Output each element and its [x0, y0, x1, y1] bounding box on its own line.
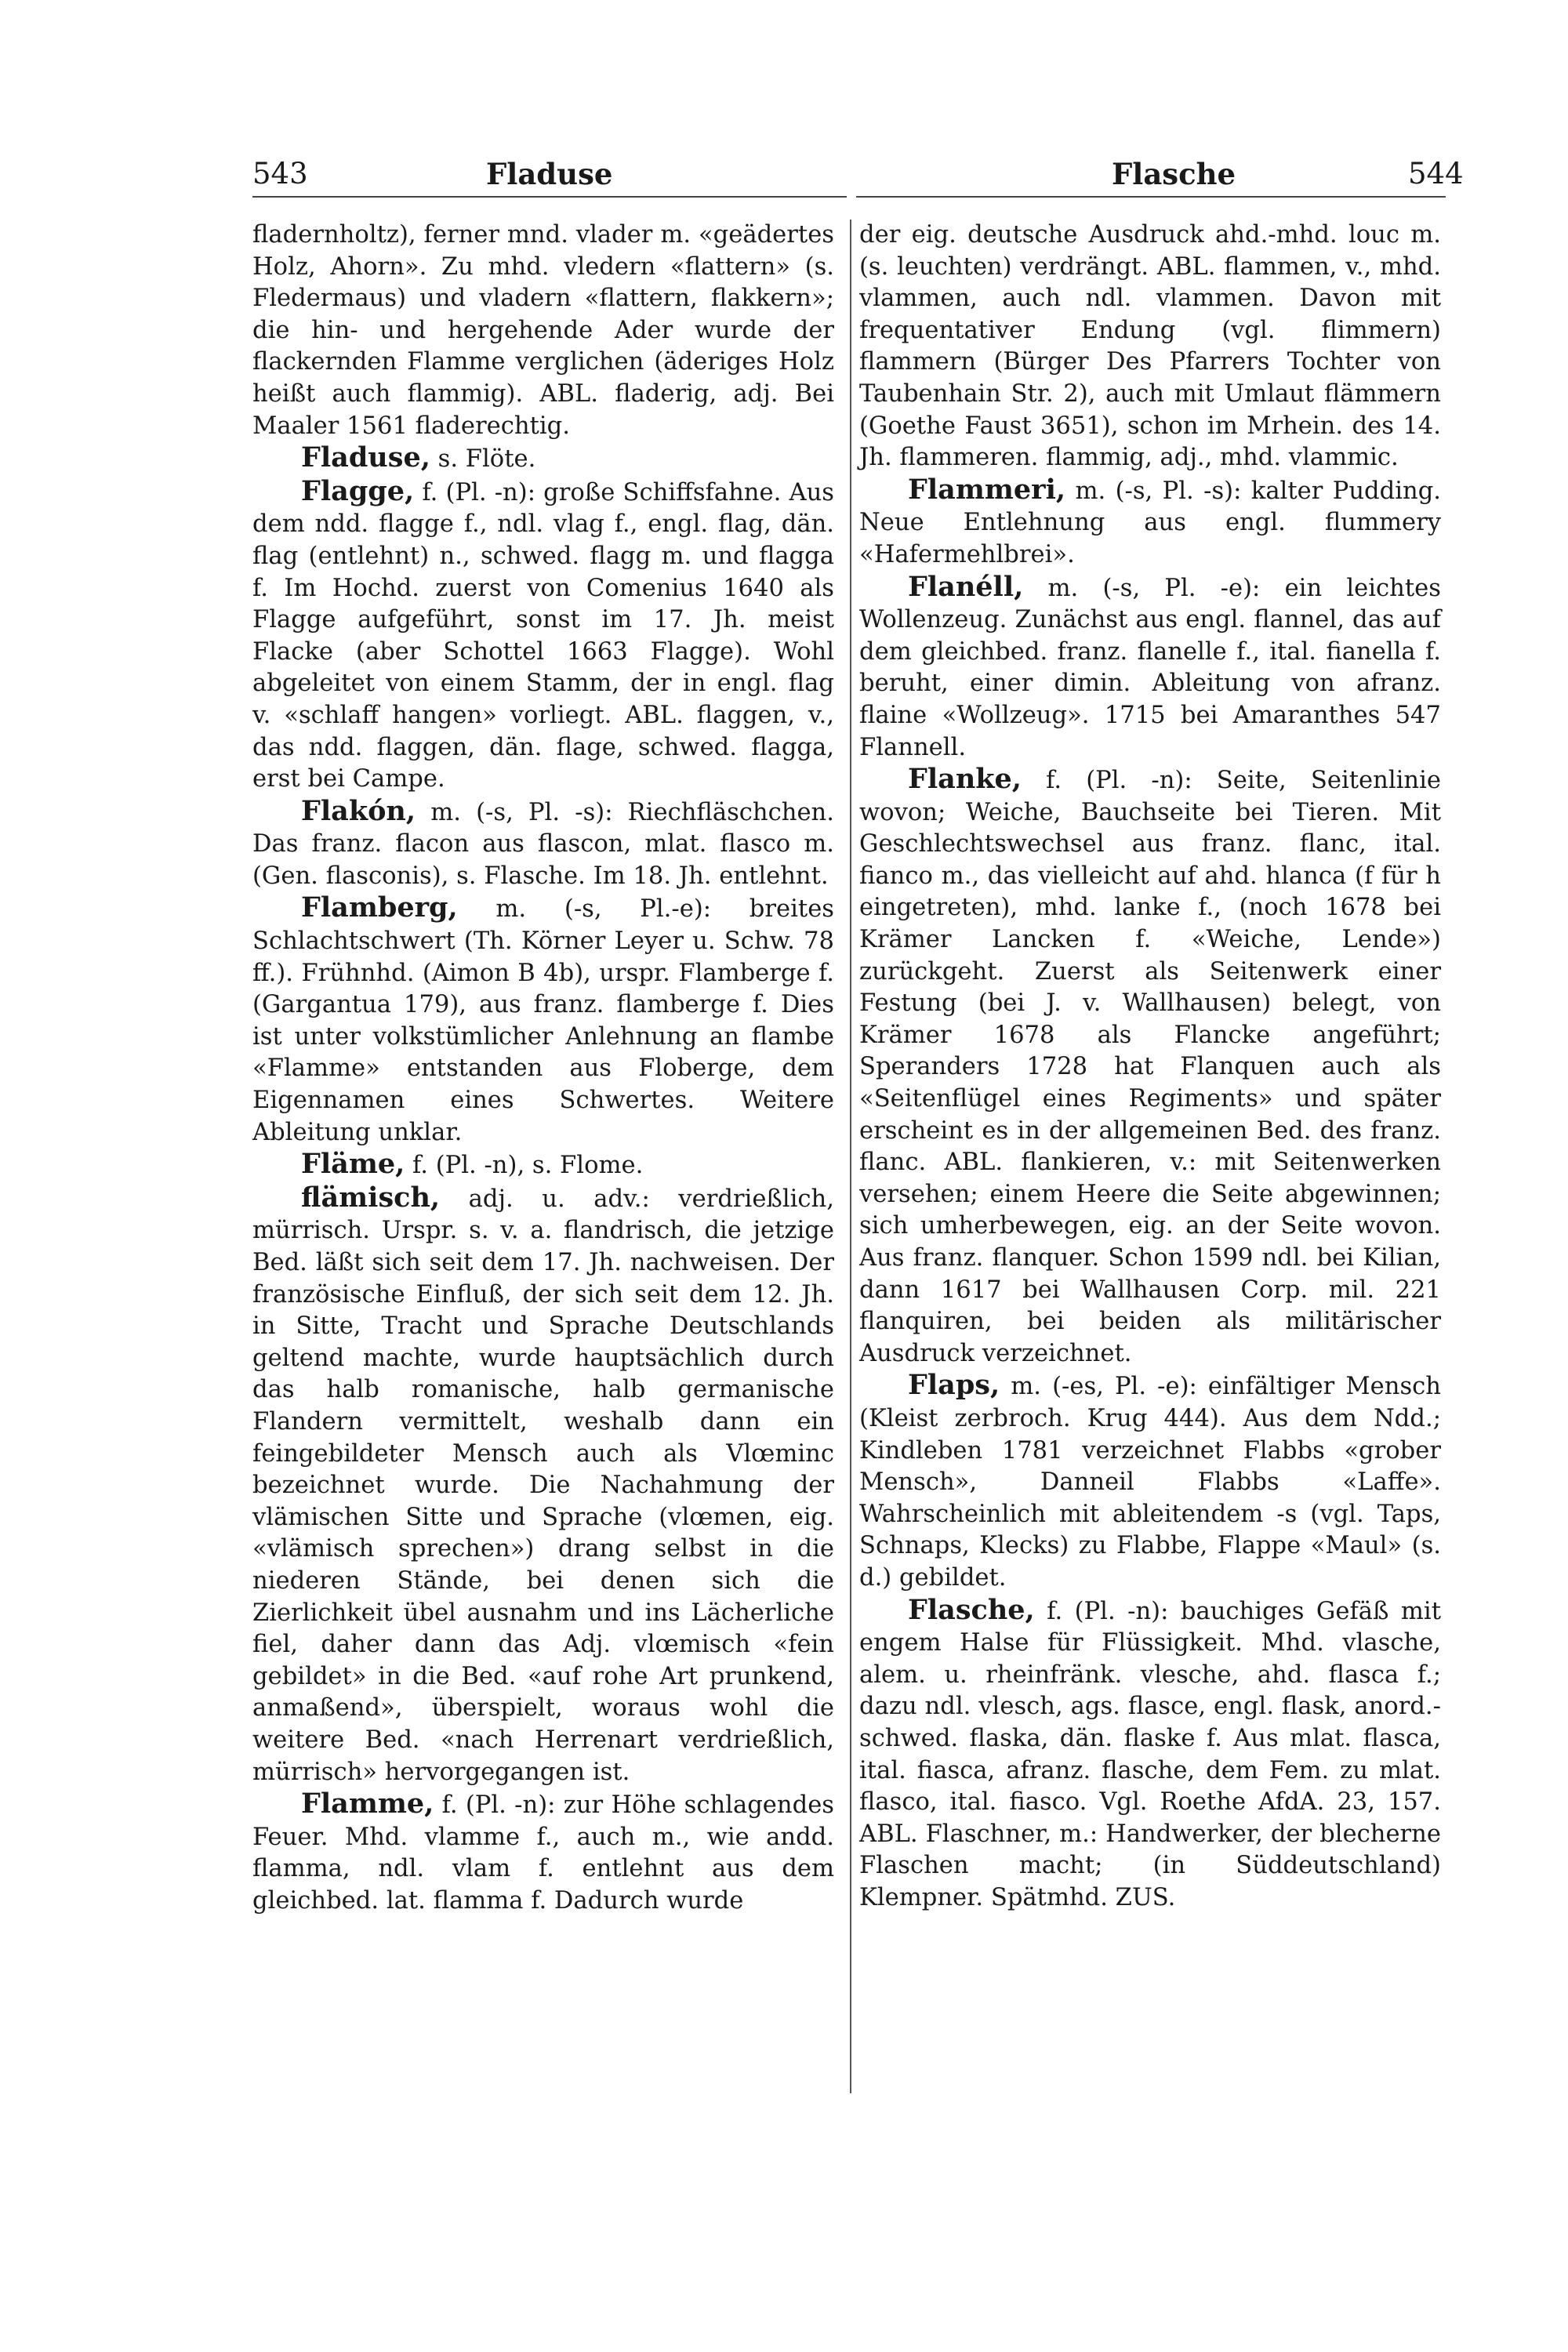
entry-headword: Flaps, [908, 1369, 1000, 1402]
entry-headword: Flasche, [908, 1593, 1035, 1626]
page-number-left: 543 [252, 157, 308, 191]
entry-text: der eig. deutsche Ausdruck ahd.-mhd. louc m. (s. leuchten) verdrängt. ABL. flammen, v., mhd. vlammen, auch ndl. vlammen. Davon mit frequentativer Endung (vgl. flimmern) flammern (Bürger Des Pfarrers Tochter von Taubenhain Str. 2), auch mit Umlaut flämmern (Goethe Faust 3651), schon im Mrhein. des 14. Jh. flammeren. flammig, adj., mhd. vlammic. [859, 221, 1441, 472]
entry-headword: Flammeri, [908, 473, 1066, 506]
dictionary-entry [252, 892, 834, 1149]
guide-word-left: Fladuse [486, 157, 613, 191]
entry-text: f. (Pl. -n): zur Höhe schlagendes Feuer. Mhd. vlamme f., auch m., wie andd. flamma, ndl. vlam f. entlehnt aus dem gleichbed. lat. flamma f. Dadurch wurde [252, 1791, 834, 1915]
dictionary-entry [859, 1595, 1441, 1915]
entry-text: f. (Pl. -n): große Schiffsfahne. Aus dem ndd. flagge f., ndl. vlag f., engl. flag, dän. flag (entlehnt) n., schwed. flagg m. und flagga f. Im Hochd. zuerst von Comenius 1640 als Flagge aufgeführt, sonst im 17. Jh. meist Flacke (aber Schottel 1663 Flagge). Wohl abgeleitet von einem Stamm, der in engl. flag v. «schlaff hangen» vorliegt. ABL. flaggen, v., das ndd. flaggen, dän. flage, schwed. flagga, erst bei Campe. [252, 478, 834, 793]
dictionary-entry [859, 572, 1441, 764]
entry-headword: flämisch, [301, 1181, 441, 1214]
entry-text: m. (-s, Pl. -s): Riechfläschchen. Das franz. flacon aus flascon, mlat. flasco m. (Gen. flasconis), s. Flasche. Im 18. Jh. entlehnt. [252, 798, 834, 890]
entry-text: adj. u. adv.: verdrießlich, mürrisch. Urspr. s. v. a. flandrisch, die jetzige Bed. läßt sich seit dem 17. Jh. nachweisen. Der französische Einfluß, der sich seit dem 12. Jh. in Sitte, Tracht und Sprache Deutschlands geltend machte, wurde hauptsächlich durch das halb romanische, halb germanische Flandern vermittelt, weshalb dann ein feingebildeter Mensch auch als Vlœminc bezeichnet wurde. Die Nachahmung der vlämischen Sitte und Sprache (vlœmen, eig. «vlämisch sprechen») drang selbst in die niederen Stände, bei denen sich die Zierlichkeit übel ausnahm und ins Lächerliche fiel, daher dann das Adj. vlœmisch «fein gebildet» in die Bed. «auf rohe Art prunkend, anmaßend», überspielt, woraus wohl die weitere Bed. «nach Herrenart verdrießlich, mürrisch» hervorgegangen ist. [252, 1185, 834, 1786]
entry-text: f. (Pl. -n), s. Flome. [405, 1152, 644, 1180]
entry-text: f. (Pl. -n): bauchiges Gefäß mit engem Halse für Flüssigkeit. Mhd. vlasche, alem. u. rheinfränk. vlesche, ahd. flasca f.; dazu ndl. vlesch, ags. flasce, engl. flask, anord.-schwed. flaska, dän. flaske f. Aus mlat. flasca, ital. fiasca, afranz. flasche, dem Fem. zu mlat. flasco, ital. fiasco. Vgl. Roethe AfdA. 23, 157. ABL. Flaschner, m.: Handwerker, der blecherne Flaschen macht; (in Süddeutschland) Klempner. Spätmhd. ZUS. [859, 1597, 1441, 1911]
entry-text: m. (-s, Pl.-e): breites Schlachtschwert (Th. Körner Leyer u. Schw. 78 ff.). Frühnhd. (Aimon B 4b), urspr. Flamberge f. (Gargantua 179), aus franz. flamberge f. Dies ist unter volkstümlicher Anlehnung an flambe «Flamme» entstanden aus Floberge, dem Eigennamen eines Schwertes. Weitere Ableitung unklar. [252, 895, 834, 1146]
entry-text: m. (-s, Pl. -s): kalter Pudding. Neue Entlehnung aus engl. flummery «Hafermehlbrei». [859, 477, 1441, 568]
entry-headword: Flamberg, [301, 891, 458, 924]
dictionary-entry [859, 474, 1441, 572]
dictionary-entry [252, 796, 834, 893]
entry-headword: Fläme, [301, 1148, 405, 1181]
dictionary-entry [252, 476, 834, 796]
dictionary-entry [252, 218, 834, 442]
entry-headword: Fladuse, [301, 441, 430, 474]
entry-text: s. Flöte. [430, 445, 536, 474]
guide-word-right: Flasche [1112, 157, 1236, 191]
header-rule-left [252, 196, 847, 198]
left-column [252, 218, 834, 1917]
entry-headword: Flanéll, [908, 570, 1024, 603]
dictionary-entry [252, 1182, 834, 1788]
dictionary-entry [859, 1370, 1441, 1594]
entry-text: m. (-s, Pl. -e): ein leichtes Wollenzeug. Zunächst aus engl. flannel, das auf dem gleichbed. franz. flanelle f., ital. fianella f. beruht, einer dimin. Ableitung von afranz. flaine «Wollzeug». 1715 bei Amaranthes 547 Flannell. [859, 574, 1441, 761]
entry-text: f. (Pl. -n): Seite, Seitenlinie wovon; Weiche, Bauchseite bei Tieren. Mit Geschlechtswechsel aus franz. flanc, ital. fianco m., das vielleicht auf ahd. hlanca (f für h eingetreten), mhd. lanke f., (noch 1678 bei Krämer Lancken f. «Weiche, Lende») zurückgeht. Zuerst als Seitenwerk einer Festung (bei J. v. Wallhausen) belegt, von Krämer 1678 als Flancke angeführt; Speranders 1728 hat Flanquen auch als «Seitenflügel eines Regiments» und später erscheint es in der allgemeinen Bed. des franz. flanc. ABL. flankieren, v.: mit Seitenwerken versehen; einem Heere die Seite abgewinnen; sich umherbewegen, eig. an der Seite wovon. Aus franz. flanquer. Schon 1599 ndl. bei Kilian, dann 1617 bei Wallhausen Corp. mil. 221 flanquiren, bei beiden als militärischer Ausdruck verzeichnet. [859, 767, 1441, 1367]
right-column [859, 218, 1441, 1914]
dictionary-entry [252, 442, 834, 476]
entry-headword: Flamme, [301, 1788, 434, 1820]
dictionary-entry [859, 764, 1441, 1370]
page-number-right: 544 [1408, 157, 1464, 191]
dictionary-entry [252, 1788, 834, 1917]
header-rule-right [856, 196, 1446, 198]
entry-headword: Flakón, [301, 794, 416, 827]
entry-text: fladernholtz), ferner mnd. vlader m. «geädertes Holz, Ahorn». Zu mhd. vledern «flattern» (s. Fledermaus) und vladern «flattern, flakkern»; die hin- und hergehende Ader wurde der flackernden Flamme verglichen (äderiges Holz heißt auch flammig). ABL. fladerig, adj. Bei Maaler 1561 fladerechtig. [252, 221, 834, 440]
dictionary-entry [252, 1149, 834, 1182]
entry-text: m. (-es, Pl. -e): einfältiger Mensch (Kleist zerbroch. Krug 444). Aus dem Ndd.; Kindleben 1781 verzeichnet Flabbs «grober Mensch», Danneil Flabbs «Laffe». Wahrscheinlich mit ableitendem -s (vgl. Taps, Schnaps, Klecks) zu Flabbe, Flappe «Maul» (s. d.) gebildet. [859, 1373, 1441, 1592]
dictionary-entry [859, 218, 1441, 474]
entry-headword: Flanke, [908, 763, 1022, 796]
entry-headword: Flagge, [301, 474, 415, 507]
column-separator [850, 220, 851, 2093]
